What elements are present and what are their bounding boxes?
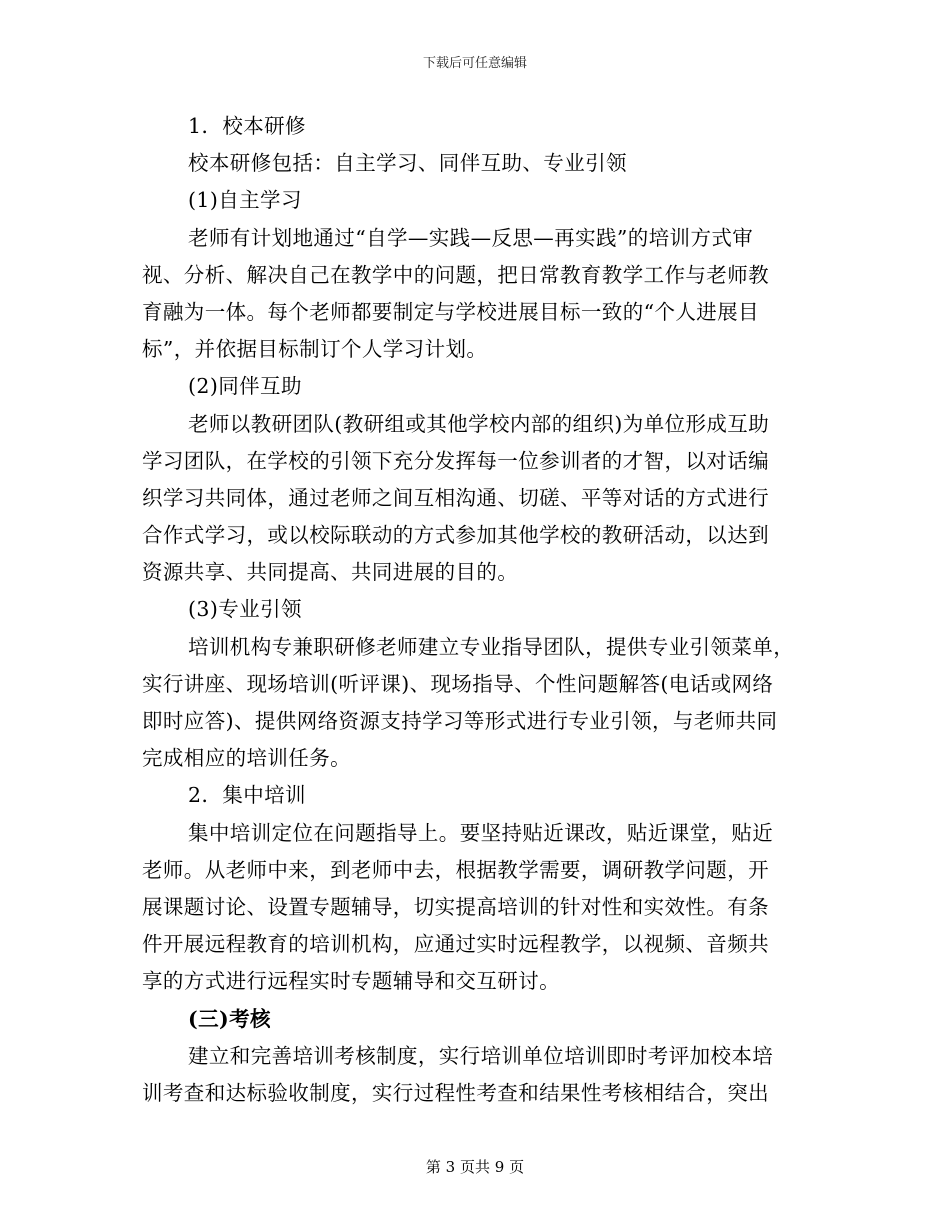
- paragraph-line: (1)自主学习: [188, 188, 302, 213]
- paragraph-line: 展课题讨论、设置专题辅导，切实提高培训的针对性和实效性。有条: [142, 894, 769, 919]
- paragraph-line: 完成相应的培训任务。: [142, 746, 351, 771]
- paragraph-line: 件开展远程教育的培训机构，应通过实时远程教学，以视频、音频共: [142, 932, 769, 957]
- paragraph-line: 集中培训定位在问题指导上。要坚持贴近课改，贴近课堂，贴近: [188, 820, 774, 845]
- paragraph-line: (2)同伴互助: [188, 374, 302, 399]
- section-heading: (三)考核: [188, 1006, 271, 1031]
- paragraph-line: 学习团队，在学校的引领下充分发挥每一位参训者的才智，以对话编: [142, 448, 769, 473]
- document-body: [142, 108, 810, 1112]
- paragraph-line: (3)专业引领: [188, 597, 302, 622]
- paragraph-line: 老师有计划地通过“自学—实践—反思—再实践”的培训方式审: [188, 225, 754, 250]
- paragraph-line: 老师以教研团队(教研组或其他学校内部的组织)为单位形成互助: [188, 411, 770, 436]
- paragraph-line: 老师。从老师中来，到老师中去，根据教学需要，调研教学问题，开: [142, 857, 769, 882]
- paragraph-line: 1．校本研修: [188, 114, 306, 138]
- paragraph-line: 视、分析、解决自己在教学中的问题，把日常教育教学工作与老师教: [142, 262, 769, 287]
- paragraph-line: 即时应答)、提供网络资源支持学习等形式进行专业引领，与老师共同: [142, 709, 778, 733]
- paragraph-line: 织学习共同体，通过老师之间互相沟通、切磋、平等对话的方式进行: [142, 485, 769, 510]
- paragraph-line: 合作式学习，或以校际联动的方式参加其他学校的教研活动，以达到: [142, 523, 769, 548]
- paragraph-line: 育融为一体。每个老师都要制定与学校进展目标一致的“个人进展目: [142, 299, 759, 324]
- page-header: 下载后可任意编辑: [422, 56, 527, 71]
- paragraph-line: 校本研修包括：自主学习、同伴互助、专业引领: [188, 151, 627, 176]
- paragraph-line: 训考查和达标验收制度，实行过程性考查和结果性考核相结合，突出: [142, 1080, 769, 1105]
- paragraph-line: 实行讲座、现场培训(听评课)、现场指导、个性问题解答(电话或网络: [142, 671, 774, 696]
- paragraph-line: 标”，并依据目标制订个人学习计划。: [142, 337, 488, 362]
- paragraph-line: 培训机构专兼职研修老师建立专业指导团队，提供专业引领菜单，: [188, 634, 795, 659]
- paragraph-line: 建立和完善培训考核制度，实行培训单位培训即时考评加校本培: [188, 1043, 774, 1068]
- paragraph-line: 享的方式进行远程实时专题辅导和交互研讨。: [142, 969, 560, 994]
- page-number: 第 3 页共 9 页: [425, 1158, 525, 1176]
- paragraph-line: 2．集中培训: [188, 783, 306, 808]
- paragraph-line: 资源共享、共同提高、共同进展的目的。: [142, 560, 519, 585]
